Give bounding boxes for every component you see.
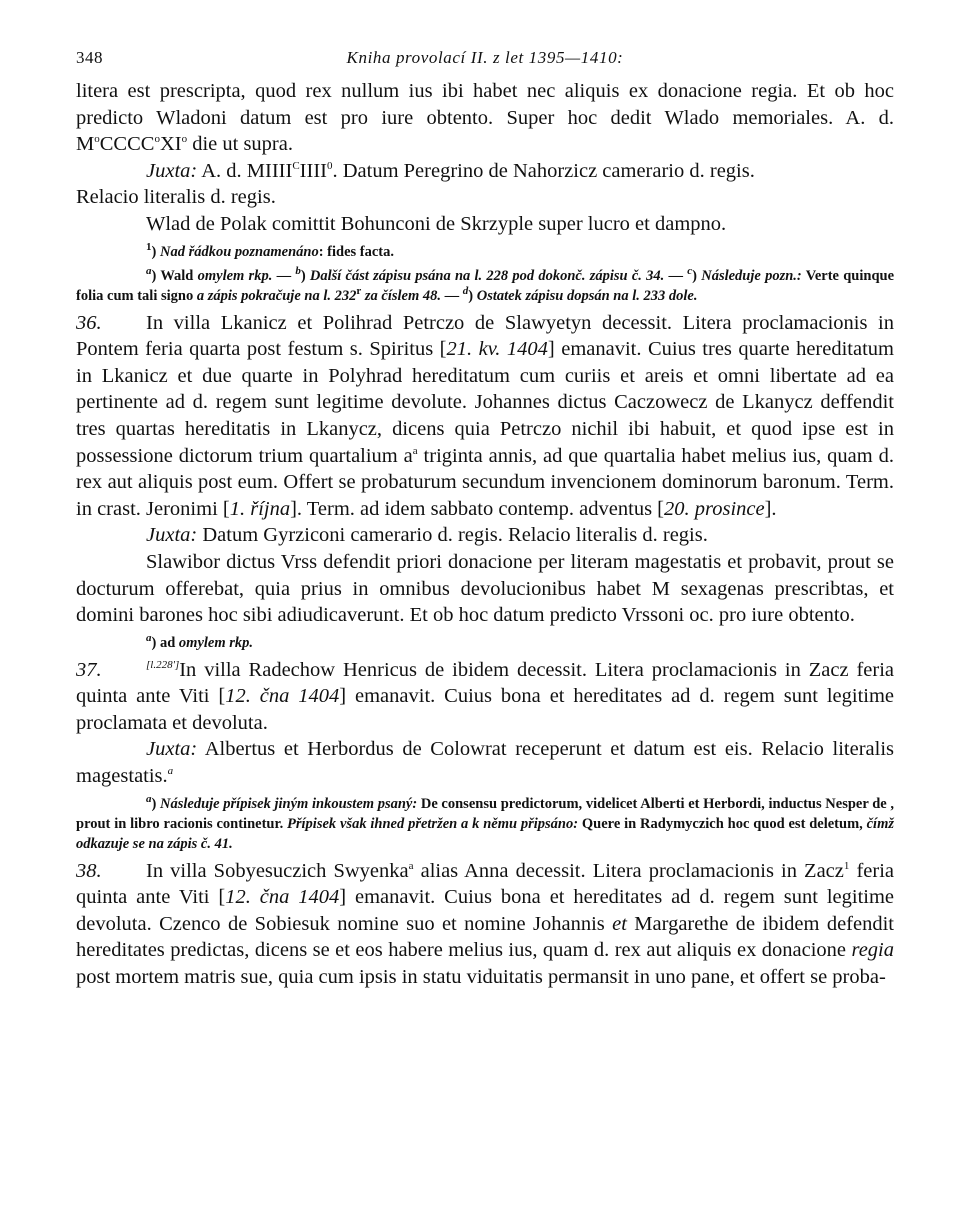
footnote-37a: $^a$) Následuje přípisek jiným inkoustem psaný: De consensu predictorum, videlicet Alberti et Herbordi, inductus Nesper de , prout in libro racionis continetur. Přípisek však ihned přetržen a k němu připsáno: Quere in Radymyczich hoc quod est deletum, čímž odkazuje se na zápis č. 41. <box>76 792 894 852</box>
document-page <box>76 38 894 991</box>
page-header <box>76 38 894 78</box>
footnote-1: $^1$) Nad řádkou poznamenáno: fides facta. <box>146 240 394 260</box>
folio-marker: [l.228'] <box>146 658 180 671</box>
entry-37: 37. [l.228']In villa Radechow Henricus de ibidem decessit. Litera proclamacionis in Zacz feria quinta ante Viti [12. čna 1404] emanavit. Cuius bona et hereditates ad d. regem sunt legitime proclamata et devoluta. <box>76 658 895 734</box>
page-number: 348 <box>76 48 103 67</box>
running-title: Kniha provolací II. z let 1395—1410: <box>346 48 624 67</box>
footnote-36a: $^a$) ad omylem rkp. <box>146 631 254 651</box>
juxta-paragraph-3: Juxta: Albertus et Herbordus de Colowrat receperunt et datum est eis. Relacio literalis magestatis.$^a$ <box>76 738 894 788</box>
wlad-paragraph: Wlad de Polak comittit Bohunconi de Skrzyple super lucro et dampno. <box>146 212 727 235</box>
entry-36: 36. In villa Lkanicz et Polihrad Petrczo de Slawyetyn decessit. Litera proclamacionis in Pontem feria quarta post festum s. Spiritus [21. kv. 1404] emanavit. Cuius tres quarte hereditatum in Lkanicz et due quarte in Polyhrad hereditatum cum curiis et areis et omni libertate ad ea pertinente ad d. regem sunt legitime devolute. Johannes dictus Caczowecz de Lkanycz deffendit tres quartas hereditatis in Lkanycz, dicens quia Petrczo nichil ibi habuit, et quod ipse est in possessione dictorum trium quartalium $a^a$ triginta annis, ad que quartalia habet melius ius, quam d. rex aut aliquis post eum. Offert se probaturum secundum invencionem dominorum baronum. Term. in crast. Jeronimi [1. října]. Term. ad idem sabbato contemp. adventus [20. prosince]. <box>76 311 894 520</box>
slawibor-paragraph: Slawibor dictus Vrss defendit priori donacione per literam magestatis et probavit, prout se docturum offerebat, quia prius in omnibus devolucionibus habet M sexagenas prescribtas, et domini barones hoc sibi adiudicaverunt. Et ob hoc datum predicto Vrssoni oc. pro iure obtento. <box>76 550 894 627</box>
paragraph-continuation: litera est prescripta, quod rex nullum ius ibi habet nec aliquis ex donacione regia. Et ob hoc predicto Wladoni datum est pro iure obtento. Super hoc dedit Wlado memoriales. A. d. $M^oCCCC^oXI^o$ die ut supra. <box>76 80 895 156</box>
entry-number: 38. <box>76 859 102 882</box>
juxta-paragraph-2: Juxta: Datum Gyrziconi camerario d. regis. Relacio literalis d. regis. <box>146 524 708 547</box>
entry-38: 38. In villa Sobyesuczich Swyenka$^a$ alias Anna decessit. Litera proclamacionis in Zacz$^1$ feria quinta ante Viti [12. čna 1404] emanavit. Cuius bona et hereditates ad d. regem sunt legitime devoluta. Czenco de Sobiesuk nomine suo et nomine Johannis et Margarethe de ibidem defendit hereditates predictas, dicens se et eos habere melius ius, quam d. rex aut aliquis ex donacione regia post mortem matris sue, quia cum ipsis in statu viduitatis permansit in uno pane, et offert se proba- <box>76 859 895 989</box>
entry-number: 36. <box>76 311 102 334</box>
relacio-line: Relacio literalis d. regis. <box>76 186 276 209</box>
entry-number: 37. <box>76 658 102 681</box>
juxta-paragraph-1: Juxta: A. d. $MIIII^CIIII^0$. Datum Peregrino de Nahorzicz camerario d. regis. <box>146 159 755 182</box>
juxta-label: Juxta: <box>146 524 198 547</box>
juxta-label: Juxta: <box>146 738 198 761</box>
footnotes-a-d: $^a$) Wald omylem rkp. — $^b$) Další část zápisu psána na l. 228 pod dokonč. zápisu č. 34. — $^c$) Následuje pozn.: Verte quinque folia cum tali signo a zápis pokračuje na l. 232$^r$ za číslem 48. — $^d$) Ostatek zápisu dopsán na l. 233 dole. <box>76 264 895 304</box>
juxta-label: Juxta: <box>146 159 198 182</box>
